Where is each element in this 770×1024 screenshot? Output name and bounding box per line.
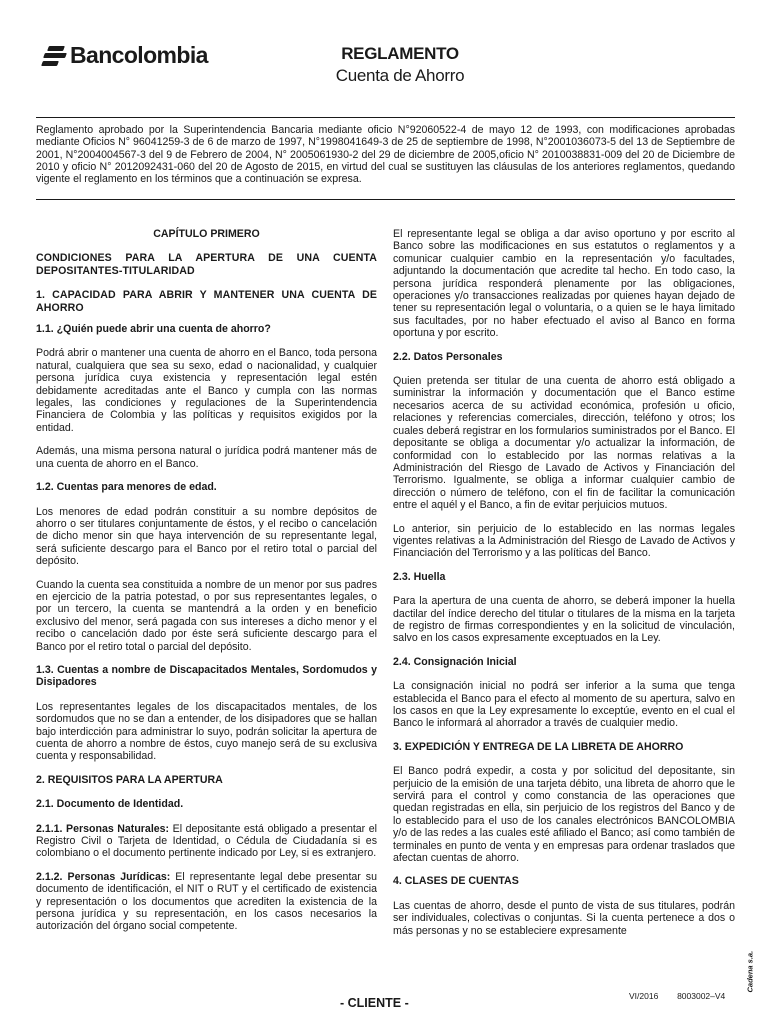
section-2-2-paragraph-1: Quien pretenda ser titular de una cuenta de ahorro está obligado a suministrar la información y documentación que el Banco estime necesarios acerca de su actividad económica, profesión u oficio, relaciones y referencias comerciales, dirección, teléfono y otros; los cuales deberá registrar en los formularios suministrados por el Banco. El depositante se obliga a documentar y/o actualizar la información, de conformidad con lo establecido por las normas relativas a la Administración del Riesgo de Lavado de Activos y Financiación del Terrorismo. Igualmente, se obliga a informar cualquier cambio de dirección o número de teléfono, con el fin de facilitar la comunicación entre el aquél y el Banco, a fin de evitar perjuicios mutuos.: [393, 375, 735, 512]
bancolombia-logo-icon: [42, 45, 66, 67]
section-1-1-heading: 1.1. ¿Quién puede abrir una cuenta de ahorro?: [36, 323, 271, 336]
section-4-heading: 4. CLASES DE CUENTAS: [393, 875, 519, 888]
conditions-heading: CONDICIONES PARA LA APERTURA DE UNA CUENTA DEPOSITANTES-TITULARIDAD: [36, 252, 377, 277]
footer-meta: [629, 991, 725, 1001]
section-1-1-paragraph-1: Podrá abrir o mantener una cuenta de ahorro en el Banco, toda persona natural, cualquiera que sea su sexo, edad o nacionalidad, y cualquier persona jurídica cuya existencia y representación legal estén debidamente acreditadas ante el Banco y cumpla con las normas legales, las condiciones y regulaciones de la Superintendencia Financiera de Colombia y las políticas y requisitos exigidos por la entidad.: [36, 347, 377, 434]
section-2-1-heading: 2.1. Documento de Identidad.: [36, 798, 184, 811]
document-title: REGLAMENTO: [341, 44, 459, 63]
section-4-paragraph-1: Las cuentas de ahorro, desde el punto de vista de sus titulares, podrán ser individuales, colectivas o conjuntas. Si la cuenta pertenece a dos o más personas y no se estableciere expresamente: [393, 899, 735, 937]
top-divider: [36, 117, 735, 118]
section-1-1-paragraph-2: Además, una misma persona natural o jurídica podrá mantener más de una cuenta de ahorro en el Banco.: [36, 445, 377, 470]
document-title-block: [290, 44, 510, 86]
section-2-2-paragraph-2: Lo anterior, sin perjuicio de lo establecido en las normas legales vigentes relativas a la Administración del Riesgo de Lavado de Activos y Financiación del Terrorismo y a las políticas del Banco.: [393, 522, 735, 560]
chapter-heading: CAPÍTULO PRIMERO: [153, 228, 260, 240]
section-2-4-paragraph-1: La consignación inicial no podrá ser inferior a la suma que tenga establecida el Banco para el efecto al momento de su apertura, salvo en los casos en que la Ley expresamente lo exceptúe, evento en el cual el Banco le informará al ahorrador a través de cualquier medio.: [393, 680, 735, 730]
section-2-1-1-label: 2.1.1. Personas Naturales:: [36, 822, 170, 835]
intro-divider: [36, 199, 735, 200]
section-2-heading: 2. REQUISITOS PARA LA APERTURA: [36, 773, 223, 786]
document-subtitle: Cuenta de Ahorro: [335, 66, 465, 85]
left-column: [36, 228, 377, 944]
section-2-4-heading: 2.4. Consignación Inicial: [393, 655, 517, 668]
section-1-heading: 1. CAPACIDAD PARA ABRIR Y MANTENER UNA CUENTA DE AHORRO: [36, 289, 377, 314]
footer-date: VI/2016: [629, 991, 659, 1001]
section-1-2-paragraph-1: Los menores de edad podrán constituir a su nombre depósitos de ahorro o ser titulares conjuntamente de éstos, y el recibo o cancelación de dicho menor sin que haya intervención de su representante legal, será suficiente descargo para el Banco por el retiro total o parcial del depósito.: [36, 505, 377, 568]
section-2-1-2-paragraph: [36, 871, 377, 933]
section-3-paragraph-1: El Banco podrá expedir, a costa y por solicitud del depositante, sin perjuicio de la emisión de una tarjeta débito, una libreta de ahorro que le servirá para el control y como constancia de las operaciones que quedan registradas en ella, sin perjuicio de los registros del Banco y de lo establecido para el uso de los canales electrónicos BANCOLOMBIA y/o de las redes a las cuales esté afiliado el Banco; así como también de terminales en punto de venta y en empresas para ordenar traslados que afectan cuentas de ahorro.: [393, 765, 735, 865]
footer-copy-label: - CLIENTE -: [340, 996, 409, 1010]
section-2-3-paragraph-1: Para la apertura de una cuenta de ahorro, se deberá imponer la huella dactilar del índice derecho del titular o titulares de la misma en la tarjeta de registro de firmas correspondientes y en la solicitud de vinculación, salvo en los casos expresamente exceptuados en la Ley.: [393, 595, 735, 645]
section-2-1-2-text: El representante legal debe presentar su documento de identificación, el NIT o RUT y el certificado de existencia y representación o los documentos que acrediten la existencia de la persona jurídica y su representación, en los casos necesarios la autorización del órgano social competente.: [36, 870, 377, 933]
section-2-1-1-text: El depositante está obligado a presentar el Registro Civil o Tarjeta de Identidad, o Cédula de Ciudadanía si es colombiano o el documento pertinente indicado por Ley, si es extranjero.: [36, 822, 377, 860]
section-1-3-paragraph-1: Los representantes legales de los discapacitados mentales, de los sordomudos que no se dan a entender, de los disipadores que se hallan bajo interdicción para administrar lo suyo, podrán solicitar la apertura de cuenta de ahorro a nombre de éstos, cuyo manejo será de su exclusiva cuenta y responsabilidad.: [36, 700, 377, 763]
bancolombia-logo: [42, 42, 208, 69]
intro-paragraph: Reglamento aprobado por la Superintendencia Bancaria mediante oficio N°92060522-4 de mayo 12 de 1993, con modificaciones aprobadas mediante Oficios N° 96041259-3 de 6 de marzo de 1997, N°1998041649-3 de 25 de septiembre de 1998, N°2001036073-5 del 13 de Septiembre de 2001, N°2004004567-3 del 9 de Febrero de 2004, N° 2005061930-2 del 29 de diciembre de 2005,oficio N° 2010038831-009 del 20 de Diciembre de 2010 y oficio N° 2012092431-060 del 20 de Agosto de 2015, en virtud del cual se sustituyen las cláusulas de los anteriores reglamentos, quedando vigente el reglamento en los términos que a continuación se expresa.: [36, 124, 735, 186]
printer-brand-text: Cadena s.a.: [745, 950, 755, 993]
representative-paragraph: El representante legal se obliga a dar aviso oportuno y por escrito al Banco sobre las modificaciones en sus estatutos o reglamentos y a comunicar cualquier cambio en la representación y/o facultades, adjuntando la documentación que acredite tal hecho. En todo caso, la persona jurídica responderá plenamente por las obligaciones, operaciones y/o transacciones realizadas por quienes hayan dejado de tener su representación legal o voluntaria, o a quien se le haya limitado sus facultades, por no haber efectuado el aviso al Banco en forma oportuna y por escrito.: [393, 228, 735, 340]
right-column: [393, 228, 735, 948]
logo-text: Bancolombia: [70, 42, 208, 68]
printer-brand-mark: [742, 930, 754, 1000]
section-3-heading: 3. EXPEDICIÓN Y ENTREGA DE LA LIBRETA DE AHORRO: [393, 740, 684, 753]
footer-code: 8003002–V4: [677, 991, 726, 1001]
section-1-2-heading: 1.2. Cuentas para menores de edad.: [36, 481, 217, 494]
section-1-2-paragraph-2: Cuando la cuenta sea constituida a nombre de un menor por sus padres en ejercicio de la patria potestad, o por sus representantes legales, o por un tercero, la cuenta se mantendrá a la orden y en beneficio exclusivo del menor, será pagada con sus intereses a dicho menor y el recibo o cancelación dado por éste será suficiente descargo para el Banco por el retiro total o parcial del depósito.: [36, 578, 377, 653]
section-2-1-1-paragraph: [36, 823, 377, 860]
section-2-2-heading: 2.2. Datos Personales: [393, 350, 503, 363]
section-1-3-heading: 1.3. Cuentas a nombre de Discapacitados Mentales, Sordomudos y Disipadores: [36, 663, 377, 689]
section-2-1-2-label: 2.1.2. Personas Jurídicas:: [36, 870, 171, 883]
section-2-3-heading: 2.3. Huella: [393, 570, 446, 583]
